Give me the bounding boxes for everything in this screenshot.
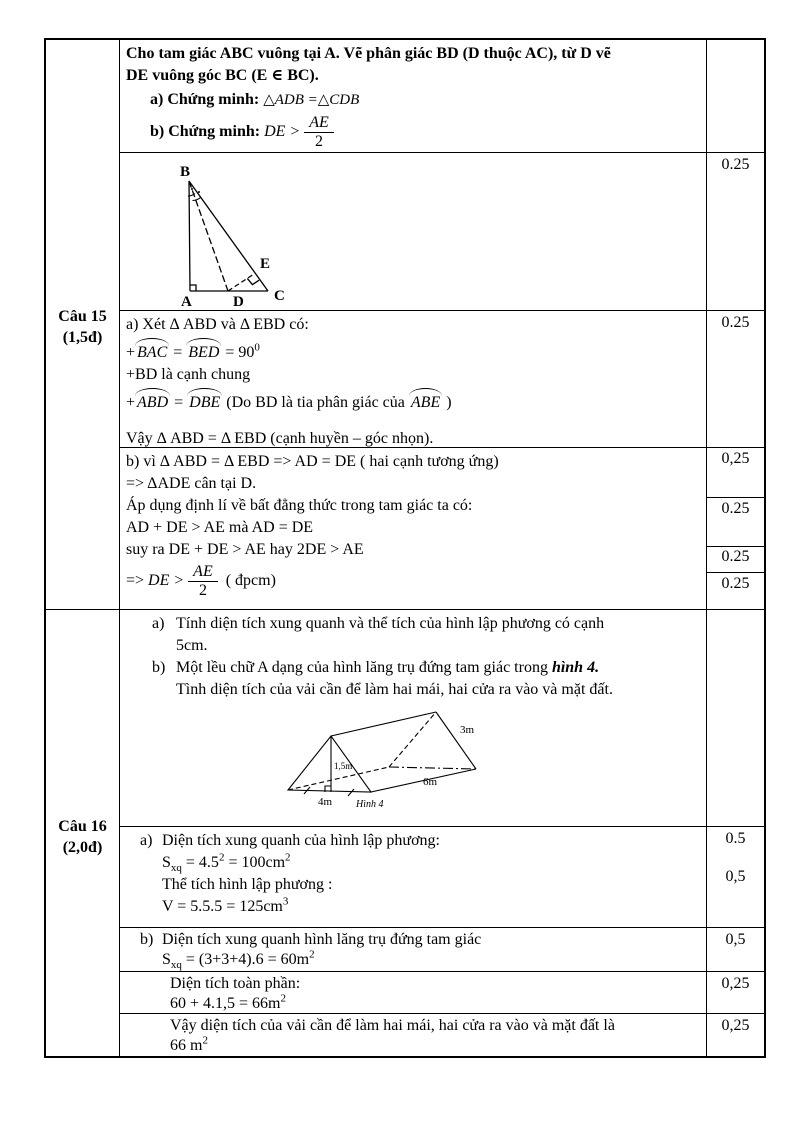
q16-statement-row	[120, 610, 764, 826]
q16-conclusion-cell	[120, 1014, 707, 1056]
q16-ans-a-score-cell	[707, 827, 764, 927]
q15b-line2: => ΔADE cân tại D.	[126, 475, 257, 492]
q16-total-row	[120, 971, 764, 1013]
q15-statement-row	[120, 40, 764, 152]
angle-DBE: DBE	[187, 392, 222, 414]
score-cell: 0,25	[721, 450, 750, 467]
vertex-label-B: B	[180, 164, 191, 180]
tick-mark-right	[348, 789, 354, 796]
score-value: 0.5	[725, 830, 746, 847]
angle-ABD: ABD	[135, 392, 170, 414]
score-value: 0,5	[725, 868, 746, 885]
figure-caption: Hình 4	[356, 799, 384, 810]
q16-total-cell	[120, 972, 707, 1013]
q16-ans-b-cell	[120, 928, 707, 971]
dim-width: 4m	[318, 796, 333, 808]
q15-part-b-math: DE >	[264, 122, 301, 140]
q15-part-b-line	[126, 114, 698, 150]
q15-statement-cell	[120, 40, 707, 152]
right-angle-mark-E	[247, 278, 259, 284]
q15a-line3: +BD là cạnh chung	[126, 366, 251, 383]
score-value: 0.25	[721, 314, 750, 331]
q15b-line1: b) vì Δ ABD = Δ EBD => AD = DE ( hai cạnh tương ứng)	[126, 453, 499, 470]
q16-conclusion-score-cell	[707, 1014, 764, 1056]
angle-BED: BED	[186, 342, 221, 364]
prism-figure	[276, 707, 698, 832]
q15b-line3: Áp dụng định lí về bất đẳng thức trong tam giác ta có:	[126, 497, 473, 514]
question-15-number: Câu 15	[58, 308, 107, 325]
vertex-label-D: D	[233, 294, 244, 310]
question-16-block	[46, 610, 764, 1056]
q15-part-a-score-cell	[707, 311, 764, 447]
q16-ans-a-cell	[120, 827, 707, 927]
q16-conclusion-row	[120, 1013, 764, 1056]
angle-ABE: ABE	[409, 392, 442, 414]
q15-part-a-label: a) Chứng minh:	[150, 91, 260, 108]
q16a-line4: $V = 5.5.5 = 125cm^3$	[162, 895, 289, 915]
q16a-line3: Thể tích hình lập phương :	[162, 876, 333, 893]
q16-ans-a-row	[120, 826, 764, 927]
question-15-points: (1,5đ)	[62, 329, 103, 346]
q15-statement-line1: Cho tam giác ABC vuông tại A. Vẽ phân giác BD (D thuộc AC), từ D vẽ	[126, 45, 611, 62]
q16tp-line1: Diện tích toàn phần:	[170, 975, 301, 992]
q16b-line1: b) Diện tích xung quanh hình lăng trụ đứng tam giác	[140, 931, 482, 948]
question-16-number: Câu 16	[58, 818, 107, 835]
vertex-label-E: E	[260, 256, 271, 272]
q15-part-a-line	[126, 89, 698, 111]
q15b-line4: AD + DE > AE mà AD = DE	[126, 519, 314, 536]
question-16-number-cell	[46, 610, 120, 1056]
q15a-line5: Vậy Δ ABD = Δ EBD (cạnh huyền – góc nhọn).	[126, 430, 434, 447]
q16-statement-cell	[120, 610, 707, 826]
q16-part-b-line: b) Một lều chữ A dạng của hình lăng trụ đứng tam giác trong hình 4.	[152, 659, 600, 676]
q15a-line4: + ABD = DBE (Do BD là tia phân giác của ABE )	[126, 392, 698, 414]
q16-part-a-line: a) Tính diện tích xung quanh và thể tích của hình lập phương có cạnh	[152, 615, 605, 632]
q16-total-score-cell	[707, 972, 764, 1013]
q15-part-a-math: △ADB =△CDB	[263, 92, 360, 108]
q15a-line2: + BAC = BED = $90^0$	[126, 342, 698, 364]
question-15-number-cell	[46, 40, 120, 609]
vertex-label-A: A	[181, 294, 192, 310]
q15-part-a-row	[120, 310, 764, 447]
dim-height: 1,5m	[334, 761, 353, 771]
q16-statement-score-cell	[707, 610, 764, 826]
q15-statement-line2: DE vuông góc BC (E ∈ BC).	[126, 67, 319, 84]
q16-part-a-cont: 5cm.	[176, 637, 208, 654]
conclusion-fraction-numerator: AE	[188, 563, 218, 582]
q16-ans-b-row	[120, 927, 764, 971]
q15-fraction-denominator: 2	[314, 132, 323, 150]
q16a-line1: a) Diện tích xung quanh của hình lập phương:	[140, 832, 440, 849]
q16-part-b-cont: Tình diện tích của vải cần để làm hai mái, hai cửa ra vào và mặt đất.	[176, 681, 613, 698]
angle-arc-2	[193, 197, 202, 201]
triangle-figure	[156, 158, 698, 317]
q15-part-b-label: b) Chứng minh:	[150, 122, 261, 140]
q15-part-b-row	[120, 447, 764, 609]
q16final-line1: Vậy diện tích của vải cần để làm hai mái, hai cửa ra vào và mặt đất là	[170, 1017, 615, 1034]
score-value: 0.25	[721, 156, 750, 173]
q15a-line1: a) Xét Δ ABD và Δ EBD có:	[126, 316, 309, 333]
q15b-line5: suy ra DE + DE > AE hay 2DE > AE	[126, 541, 364, 558]
q16final-line2: 66 $m^2$	[170, 1034, 208, 1054]
q16b-line2: $S_{xq} = (3+3+4).6 = 60m^2$	[162, 948, 315, 972]
score-value: 0,25	[721, 1017, 750, 1034]
score-cell: 0.25	[707, 572, 764, 609]
q15b-line6: => DE > $\frac{AE}{2}$ ( đpcm)	[126, 563, 276, 599]
dim-slant: 3m	[460, 724, 475, 736]
conclusion-fraction-denominator: 2	[198, 581, 207, 599]
q15-figure-cell	[120, 153, 707, 310]
q16tp-line2: $60 + 4.1,5 = 66m^2$	[170, 992, 286, 1012]
vertex-label-C: C	[274, 288, 285, 304]
q15-figure-row	[120, 152, 764, 310]
question-15-block	[46, 40, 764, 610]
angle-BAC: BAC	[135, 342, 169, 364]
score-cell: 0.25	[707, 546, 764, 572]
grading-table	[44, 38, 766, 1058]
q16a-line2: $S_{xq} = 4.5^2 = 100cm^2$	[162, 851, 291, 875]
dim-length: 6m	[423, 776, 438, 788]
q15-part-b-cell	[120, 448, 707, 609]
score-cell: 0.25	[707, 497, 764, 546]
figure-reference: hình 4.	[551, 659, 600, 676]
q16-ans-b-score-cell	[707, 928, 764, 971]
score-value: 0,25	[721, 975, 750, 992]
q15-part-a-cell	[120, 311, 707, 447]
q15-statement-score-cell	[707, 40, 764, 152]
score-value: 0,5	[725, 931, 746, 948]
q15-fraction-numerator: AE	[304, 114, 334, 133]
right-angle-mark-A	[190, 285, 196, 291]
question-16-points: (2,0đ)	[62, 839, 103, 856]
q15-figure-score-cell	[707, 153, 764, 310]
q15-part-b-score-column	[707, 448, 764, 609]
